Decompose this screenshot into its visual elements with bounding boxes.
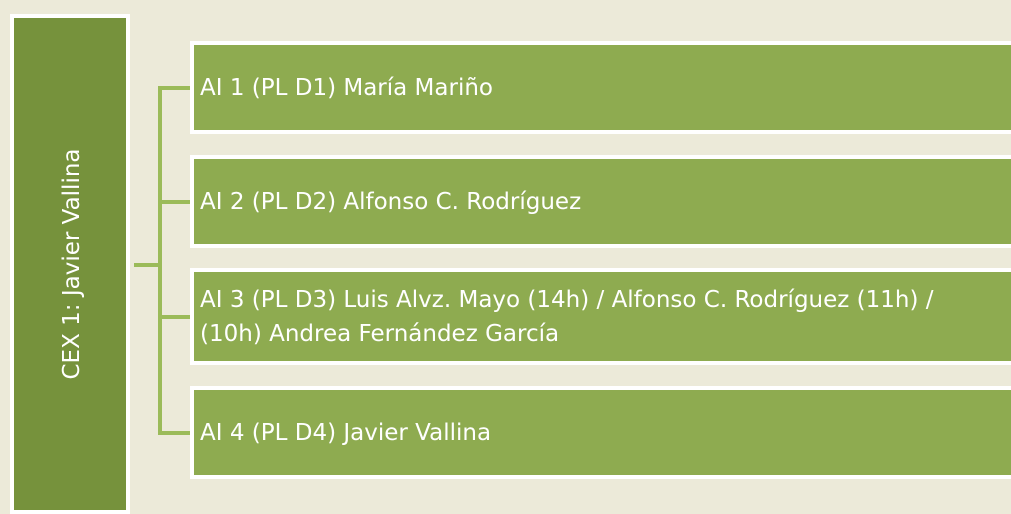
child-node-label: AI 3 (PL D3) Luis Alvz. Mayo (14h) / Alfonso C. Rodríguez (11h) / (10h) Andrea Fernández García [200, 286, 934, 347]
connector-root-stub [134, 263, 160, 267]
child-node-ai-3 [190, 268, 1011, 365]
child-node-ai-1 [190, 41, 1011, 134]
child-node-ai-4 [190, 386, 1011, 479]
connector-branch-4 [158, 431, 194, 435]
connector-trunk [158, 86, 162, 434]
child-node-label: AI 1 (PL D1) María Mariño [200, 74, 493, 101]
connector-branch-3 [158, 315, 194, 319]
connector-branch-1 [158, 86, 194, 90]
child-node-label: AI 4 (PL D4) Javier Vallina [200, 419, 492, 446]
child-node-label: AI 2 (PL D2) Alfonso C. Rodríguez [200, 188, 582, 215]
child-node-ai-2 [190, 155, 1011, 248]
connector-branch-2 [158, 200, 194, 204]
root-node-label: CEX 1: Javier Vallina [59, 148, 85, 380]
